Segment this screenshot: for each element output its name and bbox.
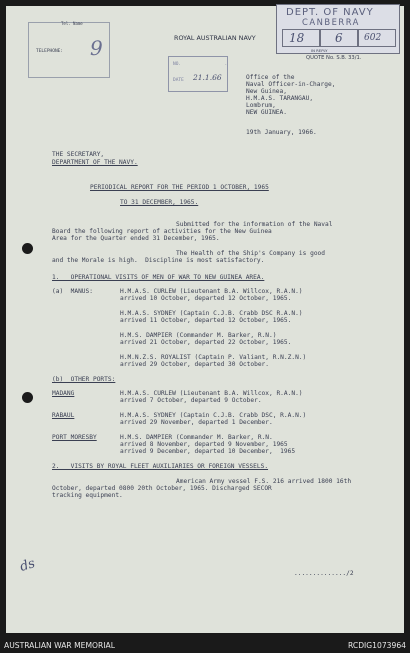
next-page-indicator: ............../2 (294, 570, 354, 577)
punch-hole-bottom (22, 392, 33, 403)
manus-visit4-line2: arrived 29 October, departed 30 October. (120, 361, 270, 368)
section1-heading: 1. OPERATIONAL VISITS OF MEN OF WAR TO NEW GUINEA AREA. (52, 274, 265, 281)
footer-record-id: RCDIG1073964 (348, 641, 406, 650)
punch-hole-top (22, 243, 33, 254)
sender-line5: Lombrum, (246, 102, 276, 109)
addressee-line2: DEPARTMENT OF THE NAVY. (52, 159, 138, 166)
subject-line1: PERIODICAL REPORT FOR THE PERIOD 1 OCTOBER, 1965 (90, 184, 269, 191)
para1-line1: Submitted for the information of the Naval (176, 221, 333, 228)
subject-line2: TO 31 DECEMBER, 1965. (120, 199, 199, 206)
sender-line1: Office of the (246, 74, 295, 81)
received-stamp-date: 21.1.66 (193, 73, 222, 82)
para2-line2: and the Morale is high. Discipline is most satisfactory. (52, 257, 265, 264)
in-reply-label: IN REPLY (311, 48, 328, 53)
document-page (6, 6, 404, 633)
sender-line3: New Guinea, (246, 88, 287, 95)
port-moresby-line3: arrived 9 December, departed 10 December, 1965 (120, 448, 296, 455)
rabaul-label: RABAUL (52, 412, 75, 419)
letterhead-title: ROYAL AUSTRALIAN NAVY (174, 34, 256, 42)
manus-visit1-line2: arrived 10 October, departed 12 October, 1965. (120, 295, 292, 302)
dept-stamp-number: 602 (364, 33, 382, 43)
para2-line1: The Health of the Ship's Company is good (176, 250, 326, 257)
port-moresby-line2: arrived 8 November, departed 9 November, 1965 (120, 441, 288, 448)
manus-visit2-line2: arrived 11 October, departed 12 October, 1965. (120, 317, 292, 324)
handwritten-initials: ds (18, 556, 37, 575)
madang-line2: arrived 7 October, departed 9 October. (120, 397, 262, 404)
port-moresby-line1: H.M.S. DAMPIER (Commander M. Barker, R.N. (120, 434, 273, 441)
manus-visit2-line1: H.M.A.S. SYDNEY (Captain C.J.B. Crabb DSC R.A.N.) (120, 310, 303, 317)
para1-line2: Board the following report of activities for the New Guinea (52, 228, 272, 235)
other-ports-label: (b) OTHER PORTS: (52, 376, 116, 383)
section2-heading: 2. VISITS BY ROYAL FLEET AUXILIARIES OR FOREIGN VESSELS. (52, 463, 269, 470)
telephone-label: TELEPHONE: (36, 49, 64, 54)
sender-line2: Naval Officer-in-Charge, (246, 81, 336, 88)
manus-visit3-line2: arrived 21 October, departed 22 October, 1965. (120, 339, 292, 346)
para1-line3: Area for the Quarter ended 31 December, 1965. (52, 235, 220, 242)
section2-line2: October, departed 0800 20th October, 1965. Discharged SECOR (52, 485, 272, 492)
sender-line6: NEW GUINEA. (246, 109, 287, 116)
quote-number: QUOTE No. S.B. 33/1. (306, 55, 362, 61)
section2-line3: tracking equipment. (52, 492, 123, 499)
manus-visit3-line1: H.M.S. DAMPIER (Commander M. Barker, R.N.) (120, 332, 277, 339)
manus-visit4-line1: H.M.N.Z.S. ROYALIST (Captain P. Valiant, R.N.Z.N.) (120, 354, 307, 361)
madang-label: MADANG (52, 390, 75, 397)
port-moresby-label: PORT MORESBY (52, 434, 97, 441)
section2-line1: American Army vessel F.S. 216 arrived 1800 16th (176, 478, 352, 485)
dept-stamp-day: 18 (289, 31, 305, 45)
dept-stamp-line1: DEPT. OF NAVY (286, 7, 374, 18)
sender-line4: H.M.A.S. TARANGAU, (246, 95, 314, 102)
manus-label: (a) MANUS: (52, 288, 93, 295)
letter-date: 19th January, 1966. (246, 129, 317, 136)
telephone-scribble: 9 (90, 36, 103, 60)
dept-stamp-month: 6 (335, 31, 343, 45)
archive-footer (0, 636, 410, 653)
madang-line1: H.M.A.S. CURLEW (Lieutenant B.A. Willcox, R.A.N.) (120, 390, 303, 397)
telephone-small-label: Tel. Name (61, 21, 83, 26)
addressee-line1: THE SECRETARY, (52, 151, 105, 158)
rabaul-line2: arrived 29 November, departed 1 December. (120, 419, 273, 426)
manus-visit1-line1: H.M.A.S. CURLEW (Lieutenant B.A. Willcox, R.A.N.) (120, 288, 303, 295)
received-stamp-no: NO. . (173, 62, 228, 67)
dept-stamp-line2: CANBERRA (302, 17, 360, 27)
received-stamp-date-label: DATE (173, 78, 184, 83)
footer-institution: AUSTRALIAN WAR MEMORIAL (4, 641, 115, 650)
rabaul-line1: H.M.A.S. SYDNEY (Captain C.J.B. Crabb DSC, R.A.N.) (120, 412, 307, 419)
